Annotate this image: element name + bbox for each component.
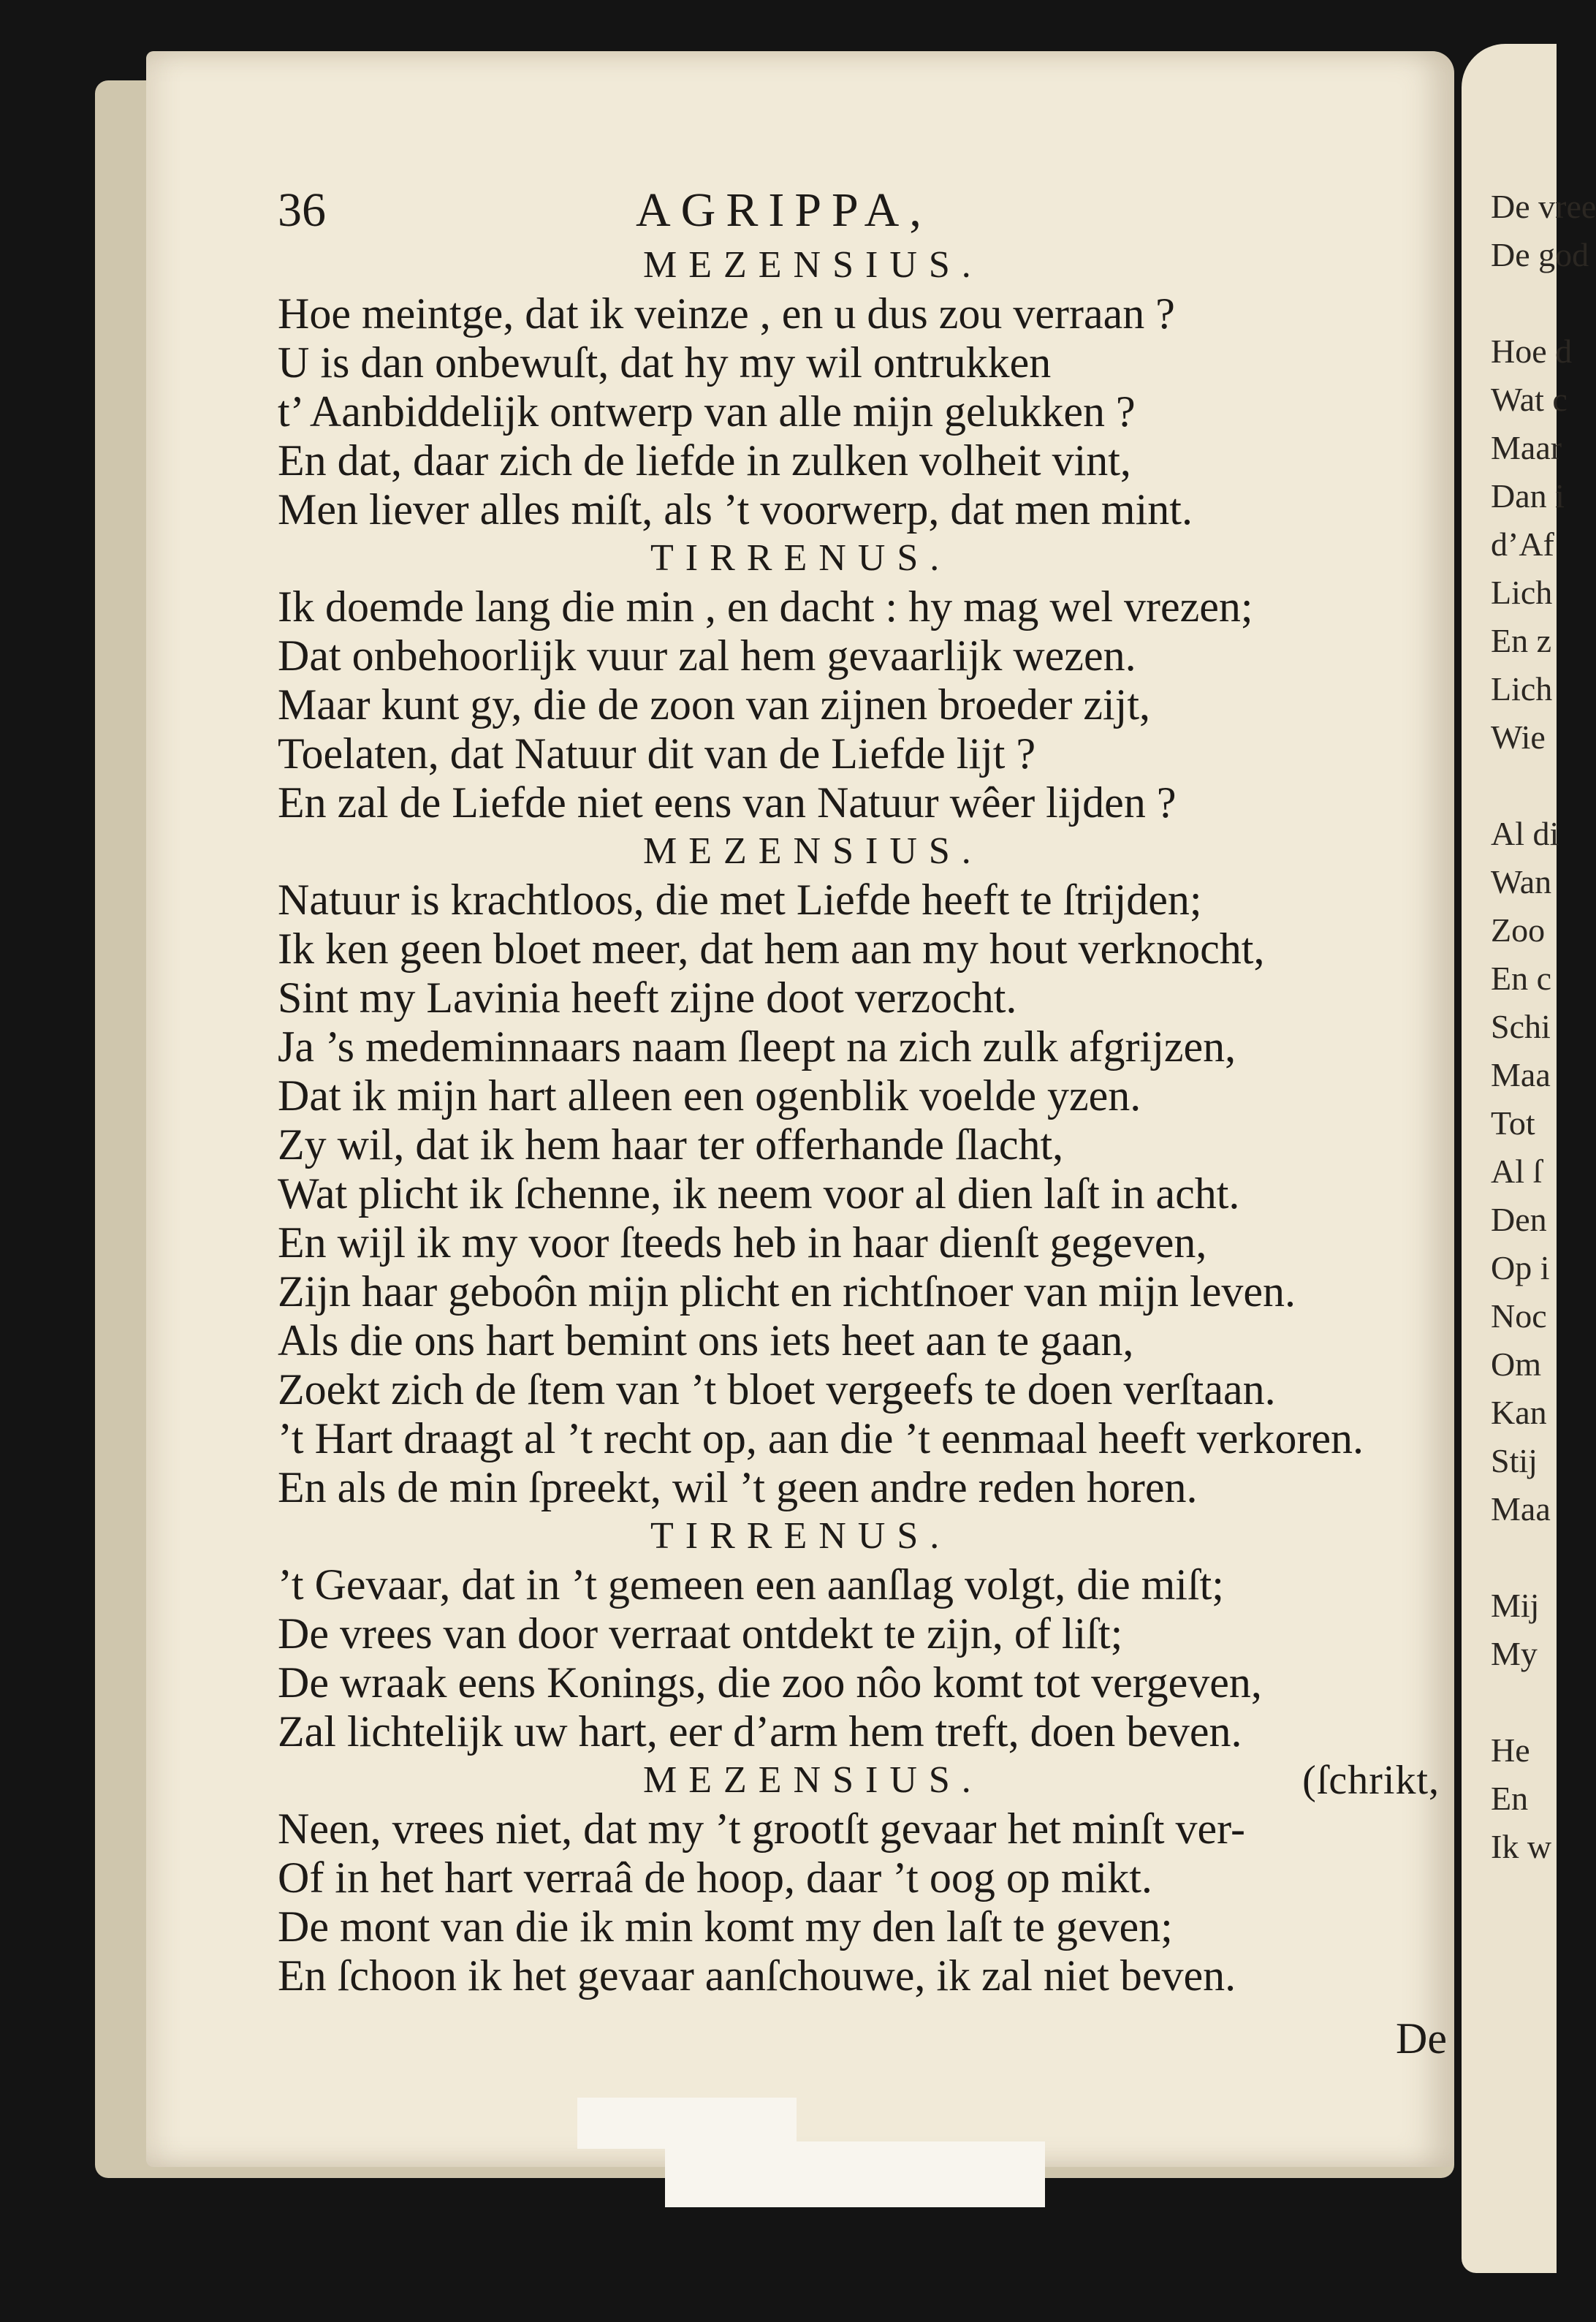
facing-line: Wan — [1491, 863, 1552, 900]
verse-line: Of in het hart verraâ de hoop, daar ’t oog op mikt. — [278, 1854, 1152, 1902]
speaker-label: TIRRENUS. — [650, 537, 951, 579]
verse-line: U is dan onbewuſt, dat hy my wil ontrukken — [278, 338, 1052, 387]
page-tab-lower — [665, 2141, 1045, 2207]
speaker-name — [278, 827, 1447, 876]
speaker-name — [278, 1512, 1447, 1560]
facing-line: He — [1491, 1731, 1530, 1769]
verse-line: Hoe meintge, dat ik veinze , en u dus zou verraan ? — [278, 289, 1175, 338]
facing-line: Wie — [1491, 718, 1546, 756]
facing-line: My — [1491, 1635, 1538, 1672]
facing-page-text — [1491, 183, 1596, 2046]
verse-line: En zal de Liefde niet eens van Natuur wêer lijden ? — [278, 778, 1177, 827]
facing-line: Wat c — [1491, 381, 1568, 418]
page-text — [278, 183, 1447, 2000]
verse-line: Neen, vrees niet, dat my ’t grootſt gevaar het minſt ver- — [278, 1805, 1245, 1853]
facing-line: Maar — [1491, 429, 1562, 466]
verse-line: Ja ’s medeminnaars naam ſleept na zich zulk afgrijzen, — [278, 1022, 1236, 1071]
facing-line: Maa — [1491, 1056, 1551, 1093]
catchword: De — [1396, 2014, 1447, 2063]
verse-line: Dat onbehoorlijk vuur zal hem gevaarlijk wezen. — [278, 631, 1136, 680]
facing-line: Ik w — [1491, 1828, 1552, 1865]
verse-line: En als de min ſpreekt, wil ’t geen andre reden horen. — [278, 1463, 1198, 1511]
speaker-name — [278, 1756, 1447, 1805]
speaker-name — [278, 241, 1447, 289]
facing-line: d’Af — [1491, 526, 1554, 563]
facing-line: Al ſ — [1491, 1153, 1543, 1190]
facing-line: Den — [1491, 1201, 1547, 1238]
facing-line — [1491, 1678, 1557, 1726]
facing-line: Noc — [1491, 1297, 1547, 1335]
speaker-label: TIRRENUS. — [650, 1515, 951, 1557]
verse-line: Natuur is krachtloos, die met Liefde heeft te ſtrijden; — [278, 876, 1202, 924]
verse-line: Wat plicht ik ſchenne, ik neem voor al dien laſt in acht. — [278, 1169, 1240, 1218]
verse-line: Sint my Lavinia heeft zijne doot verzocht. — [278, 974, 1017, 1022]
facing-line: De god — [1491, 236, 1589, 273]
facing-line: Zoo — [1491, 911, 1546, 949]
facing-line — [1491, 762, 1557, 810]
facing-line — [1491, 279, 1557, 327]
verse-line: Zal lichtelijk uw hart, eer d’arm hem treft, doen beven. — [278, 1707, 1242, 1756]
facing-line: Om — [1491, 1346, 1541, 1383]
running-title: AGRIPPA, — [636, 183, 932, 237]
page-number: 36 — [278, 183, 326, 237]
speaker-name — [278, 534, 1447, 583]
facing-line: Mij — [1491, 1587, 1540, 1624]
verse-line: En wijl ik my voor ſteeds heb in haar dienſt gegeven, — [278, 1218, 1207, 1267]
verse-line: De wraak eens Konings, die zoo nôo komt tot vergeven, — [278, 1658, 1262, 1707]
stage-direction: (ſchrikt, — [1302, 1758, 1440, 1803]
facing-line: En z — [1491, 622, 1552, 659]
facing-line: En c — [1491, 960, 1552, 997]
facing-line — [1491, 1533, 1557, 1582]
verse-lines — [278, 241, 1447, 2000]
verse-line: Maar kunt gy, die de zoon van zijnen broeder zijt, — [278, 680, 1151, 729]
verse-line: Dat ik mijn hart alleen een ogenblik voelde yzen. — [278, 1071, 1141, 1120]
facing-line: Hoe d — [1491, 333, 1573, 370]
verse-line: En ſchoon ik het gevaar aanſchouwe, ik zal niet beven. — [278, 1951, 1236, 2000]
verse-line: t’ Aanbiddelijk ontwerp van alle mijn gelukken ? — [278, 387, 1136, 436]
verse-line: De mont van die ik min komt my den laſt te geven; — [278, 1902, 1173, 1951]
verse-line: Zijn haar geboôn mijn plicht en richtſnoer van mijn leven. — [278, 1267, 1296, 1316]
verse-line: ’t Gevaar, dat in ’t gemeen een aanſlag volgt, die miſt; — [278, 1560, 1224, 1609]
facing-line: Op i — [1491, 1249, 1550, 1286]
verse-line: ’t Hart draagt al ’t recht op, aan die ’t eenmaal heeft verkoren. — [278, 1414, 1364, 1462]
verse-line: Als die ons hart bemint ons iets heet aan te gaan, — [278, 1316, 1134, 1365]
facing-line: Dan i — [1491, 477, 1565, 515]
page-header — [278, 183, 1447, 241]
facing-line: De vree — [1491, 188, 1596, 225]
verse-line: En dat, daar zich de liefde in zulken volheit vint, — [278, 436, 1131, 485]
verse-line: Zoekt zich de ſtem van ’t bloet vergeefs te doen verſtaan. — [278, 1365, 1276, 1414]
speaker-label: MEZENSIUS. — [643, 244, 983, 286]
facing-line: Al di — [1491, 815, 1559, 852]
facing-line: Schi — [1491, 1008, 1551, 1045]
facing-line: Lich — [1491, 670, 1553, 707]
verse-line: Zy wil, dat ik hem haar ter offerhande ſlacht, — [278, 1120, 1064, 1169]
verse-line: Men liever alles miſt, als ’t voorwerp, dat men mint. — [278, 485, 1193, 534]
verse-line: De vrees van door verraat ontdekt te zijn, of liſt; — [278, 1609, 1123, 1658]
speaker-label: MEZENSIUS. — [643, 830, 983, 872]
verse-line: Toelaten, dat Natuur dit van de Liefde lijt ? — [278, 729, 1036, 778]
facing-line: Stij — [1491, 1442, 1538, 1479]
facing-line: Kan — [1491, 1394, 1547, 1431]
facing-line: Lich — [1491, 574, 1553, 611]
verse-line: Ik doemde lang die min , en dacht : hy mag wel vrezen; — [278, 583, 1253, 631]
speaker-label: MEZENSIUS. — [643, 1759, 983, 1801]
verse-line: Ik ken geen bloet meer, dat hem aan my hout verknocht, — [278, 925, 1265, 973]
facing-line: Tot — [1491, 1104, 1535, 1142]
facing-line: Maa — [1491, 1490, 1551, 1528]
facing-line: En — [1491, 1780, 1529, 1817]
